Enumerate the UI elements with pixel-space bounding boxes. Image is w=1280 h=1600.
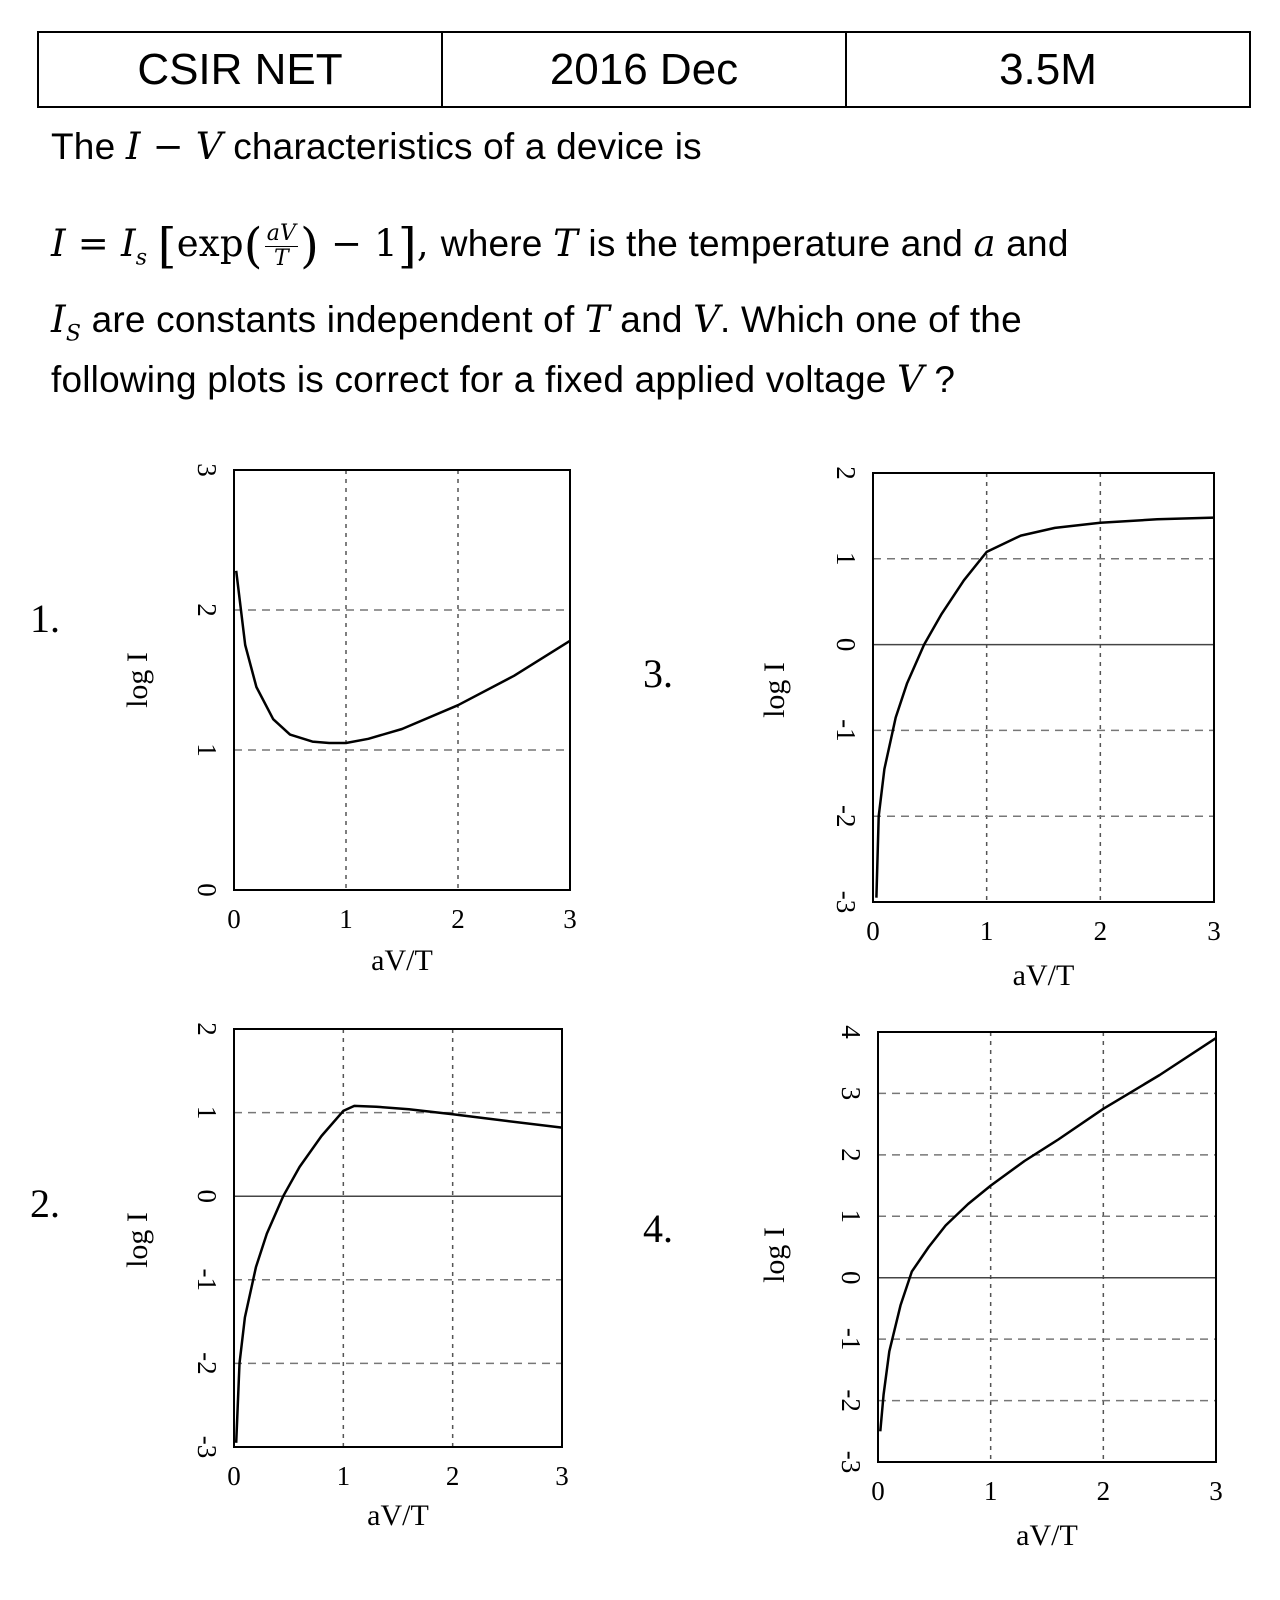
question-line-1: The I − V characteristics of a device is bbox=[51, 125, 702, 168]
y-tick-label: 3 bbox=[191, 463, 222, 477]
y-tick-label: -2 bbox=[191, 1352, 222, 1375]
question-text: characteristics of a device is bbox=[222, 126, 702, 167]
y-tick-label: 2 bbox=[191, 1022, 222, 1036]
question-text: is the temperature and bbox=[577, 222, 974, 264]
x-tick-label: 1 bbox=[339, 904, 353, 934]
y-tick-label: 4 bbox=[835, 1025, 866, 1039]
x-tick-label: 2 bbox=[1096, 1476, 1111, 1506]
x-tick-label: 1 bbox=[336, 1461, 351, 1491]
question-text: . Which one of the bbox=[720, 299, 1022, 340]
x-tick-label: 3 bbox=[1207, 916, 1221, 946]
option-label-1: 1. bbox=[30, 596, 60, 641]
y-tick-label: 0 bbox=[191, 1189, 222, 1203]
y-tick-label: -1 bbox=[191, 1268, 222, 1292]
x-tick-label: 2 bbox=[1093, 916, 1108, 946]
question-text: The bbox=[51, 126, 126, 167]
question-text: and bbox=[609, 299, 694, 340]
y-tick-label: -3 bbox=[191, 1435, 222, 1459]
x-axis-label: aV/T bbox=[367, 1499, 429, 1532]
question-text: ? bbox=[923, 359, 956, 400]
question-line-4: following plots is correct for a fixed applied voltage V ? bbox=[51, 358, 956, 401]
option-label-2: 2. bbox=[30, 1181, 60, 1226]
y-tick-label: -3 bbox=[830, 890, 861, 914]
x-axis-label: aV/T bbox=[1012, 959, 1075, 992]
x-tick-label: 3 bbox=[563, 904, 577, 934]
x-tick-label: 0 bbox=[227, 1461, 241, 1491]
x-axis-label: aV/T bbox=[1016, 1519, 1078, 1552]
x-tick-label: 2 bbox=[451, 904, 465, 934]
y-tick-label: -2 bbox=[835, 1389, 866, 1412]
y-tick-label: 2 bbox=[835, 1148, 866, 1162]
y-tick-label: 1 bbox=[835, 1209, 866, 1224]
y-tick-label: 1 bbox=[191, 743, 222, 757]
series-line bbox=[880, 1038, 1216, 1431]
question-text: where bbox=[440, 222, 554, 264]
question-text: are constants independent of bbox=[91, 299, 585, 340]
y-tick-label: 0 bbox=[830, 637, 861, 652]
y-axis-label: log I bbox=[120, 652, 154, 708]
question-text: and bbox=[995, 222, 1069, 264]
exam-session: 2016 Dec bbox=[443, 33, 847, 106]
x-tick-label: 1 bbox=[979, 916, 994, 946]
y-tick-label: 1 bbox=[191, 1105, 222, 1120]
y-tick-label: 3 bbox=[835, 1086, 866, 1101]
question-line-2: $I = I_s$ [exp( $\frac{aV}{T}$ ) − 1], where T is the temperature and a and bbox=[51, 218, 1069, 274]
x-tick-label: 3 bbox=[555, 1461, 569, 1491]
y-tick-label: 0 bbox=[835, 1270, 866, 1285]
y-tick-label: -2 bbox=[830, 804, 861, 828]
x-tick-label: 0 bbox=[866, 916, 880, 946]
y-tick-label: 0 bbox=[191, 883, 222, 897]
y-tick-label: 2 bbox=[191, 603, 222, 617]
option-label-4: 4. bbox=[643, 1206, 673, 1251]
question-line-3: $I_S$ are constants independent of T and V. Which one of the bbox=[51, 298, 1022, 347]
question-marks: 3.5M bbox=[999, 44, 1097, 94]
x-tick-label: 3 bbox=[1209, 1476, 1223, 1506]
y-tick-label: -1 bbox=[835, 1327, 866, 1351]
exam-name: CSIR NET bbox=[39, 33, 443, 106]
y-axis-label: log I bbox=[757, 662, 791, 718]
x-tick-label: 0 bbox=[227, 904, 241, 934]
y-tick-label: -1 bbox=[830, 719, 861, 742]
y-tick-label: 1 bbox=[830, 552, 861, 566]
x-axis-label: aV/T bbox=[371, 944, 433, 977]
x-tick-label: 0 bbox=[871, 1476, 885, 1506]
option-label-3: 3. bbox=[643, 651, 673, 696]
y-tick-label: 2 bbox=[830, 466, 861, 480]
y-axis-label: log I bbox=[120, 1212, 154, 1268]
x-tick-label: 2 bbox=[445, 1461, 460, 1491]
y-tick-label: -3 bbox=[835, 1450, 866, 1474]
question-text: following plots is correct for a fixed applied voltage bbox=[51, 359, 897, 400]
y-axis-label: log I bbox=[757, 1227, 791, 1283]
x-tick-label: 1 bbox=[983, 1476, 998, 1506]
